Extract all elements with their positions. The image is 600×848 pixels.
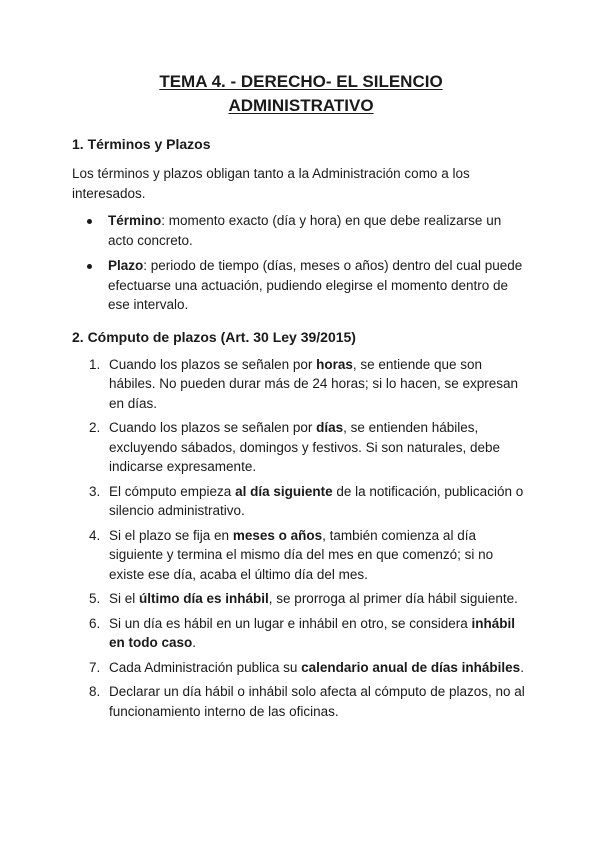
list-item [89, 355, 530, 414]
list-item [89, 526, 530, 585]
section-terminos-plazos [72, 134, 530, 315]
item-text: El cómputo empieza [109, 483, 236, 499]
section-computo-plazos [72, 327, 530, 722]
item-bold-text: último día es inhábil [139, 591, 269, 606]
item-text: . [192, 635, 197, 650]
title-line-1: TEMA 4. - DERECHO- EL SILENCIO [159, 72, 443, 91]
item-text: Cada Administración publica su [109, 659, 302, 675]
item-text: Declarar un día hábil o inhábil solo afecta al cómputo de plazos, no al funcionamiento interno de las oficinas. [109, 684, 525, 719]
list-item [89, 682, 530, 721]
item-number: 5. [89, 591, 101, 606]
list-item [89, 614, 530, 653]
item-text: de la notificación, publicación o silencio administrativo. [109, 483, 524, 518]
definition-text: : momento exacto (día y hora) en que debe realizarse un acto concreto. [108, 213, 502, 248]
item-bold-text: días [316, 420, 344, 435]
item-text: . [520, 659, 524, 675]
list-item [89, 418, 530, 477]
item-text: Cuando los plazos se señalen por [109, 356, 317, 372]
item-number: 4. [89, 527, 101, 543]
document-title [72, 70, 530, 118]
item-number: 2. [89, 420, 101, 435]
item-bold-text: inhábil en todo caso [109, 615, 515, 650]
item-number: 6. [89, 615, 101, 631]
title-line-2: ADMINISTRATIVO [228, 96, 374, 115]
item-bold-text: meses o años [232, 527, 323, 543]
definition-text: : periodo de tiempo (días, meses o años) dentro del cual puede efectuarse una actuación, pudiendo elegirse el momento dentro de ese intervalo. [108, 258, 523, 312]
section-1-intro: Los términos y plazos obligan tanto a la Administración como a los interesados. [72, 166, 470, 201]
bullet-icon [87, 219, 92, 224]
item-number: 8. [89, 684, 101, 699]
bullet-icon [87, 264, 92, 269]
definition-term: Término [108, 213, 162, 228]
list-item [108, 211, 530, 250]
section-1-heading: 1. Términos y Plazos [72, 136, 211, 152]
list-item [89, 482, 530, 521]
item-bold-text: horas [316, 356, 353, 372]
item-number: 7. [89, 659, 101, 675]
list-item [89, 589, 530, 609]
item-number: 1. [89, 356, 101, 372]
list-item [108, 256, 530, 315]
item-text: , también comienza al día siguiente y termina el mismo día del mes en que comenzó; si no existe ese día, acaba el último día del mes. [109, 527, 494, 582]
item-text: Si el [109, 591, 140, 606]
rules-list [72, 355, 530, 722]
item-bold-text: calendario anual de días inhábiles [301, 659, 521, 675]
item-text: Cuando los plazos se señalen por [109, 420, 317, 435]
list-item [89, 658, 530, 678]
item-text: , se prorroga al primer día hábil siguiente. [268, 591, 518, 606]
section-2-heading: 2. Cómputo de plazos (Art. 30 Ley 39/2015) [72, 328, 356, 345]
item-text: , se entiende que son hábiles. No pueden durar más de 24 horas; si lo hacen, se expresan en días. [109, 356, 519, 411]
definitions-list [72, 211, 530, 315]
definition-term: Plazo [108, 258, 144, 273]
item-text: , se entienden hábiles, excluyendo sábados, domingos y festivos. Si son naturales, debe indicarse expresamente. [109, 420, 500, 474]
item-text: Si un día es hábil en un lugar e inhábil en otro, se considera [109, 615, 472, 631]
item-bold-text: al día siguiente [235, 483, 333, 499]
item-text: Si el plazo se fija en [109, 527, 233, 543]
item-number: 3. [89, 483, 101, 499]
